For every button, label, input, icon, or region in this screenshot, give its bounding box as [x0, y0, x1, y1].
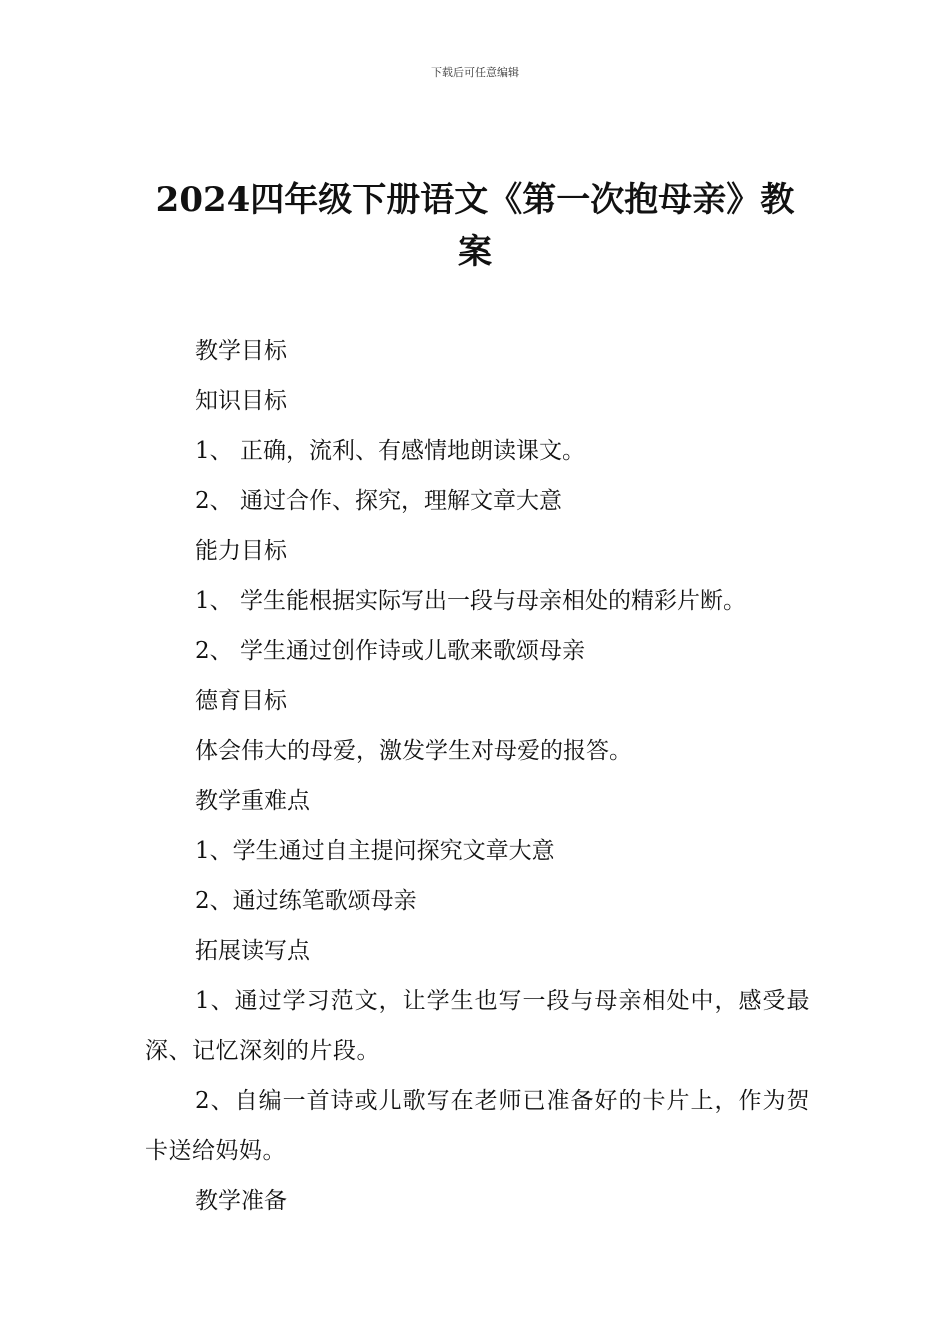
header-note: 下载后可任意编辑 — [431, 66, 519, 79]
subheading-knowledge-goals: 知识目标 — [195, 388, 287, 414]
subheading-ability-goals: 能力目标 — [195, 538, 287, 564]
section-heading-extension: 拓展读写点 — [195, 938, 310, 964]
list-item: 1、 学生能根据实际写出一段与母亲相处的精彩片断。 — [195, 588, 746, 614]
subheading-moral-goals: 德育目标 — [195, 688, 287, 714]
page-title: 2024四年级下册语文《第一次抱母亲》教案 — [155, 180, 795, 272]
list-item: 2、 通过合作、探究，理解文章大意 — [195, 488, 562, 514]
list-item: 2、 学生通过创作诗或儿歌来歌颂母亲 — [195, 638, 585, 664]
list-item: 1、学生通过自主提问探究文章大意 — [195, 838, 555, 864]
section-heading-key-points: 教学重难点 — [195, 788, 310, 814]
section-heading-preparation: 教学准备 — [195, 1188, 287, 1214]
paragraph: 体会伟大的母爱，激发学生对母爱的报答。 — [195, 738, 632, 764]
list-item: 1、 正确，流利、有感情地朗读课文。 — [195, 438, 585, 464]
document-body — [145, 326, 810, 1226]
list-item: 2、通过练笔歌颂母亲 — [195, 888, 417, 914]
list-item: 2、自编一首诗或儿歌写在老师已准备好的卡片上，作为贺卡送给妈妈。 — [145, 1088, 810, 1164]
section-heading-teaching-goals: 教学目标 — [195, 338, 287, 364]
list-item: 1、通过学习范文，让学生也写一段与母亲相处中，感受最深、记忆深刻的片段。 — [145, 988, 810, 1064]
